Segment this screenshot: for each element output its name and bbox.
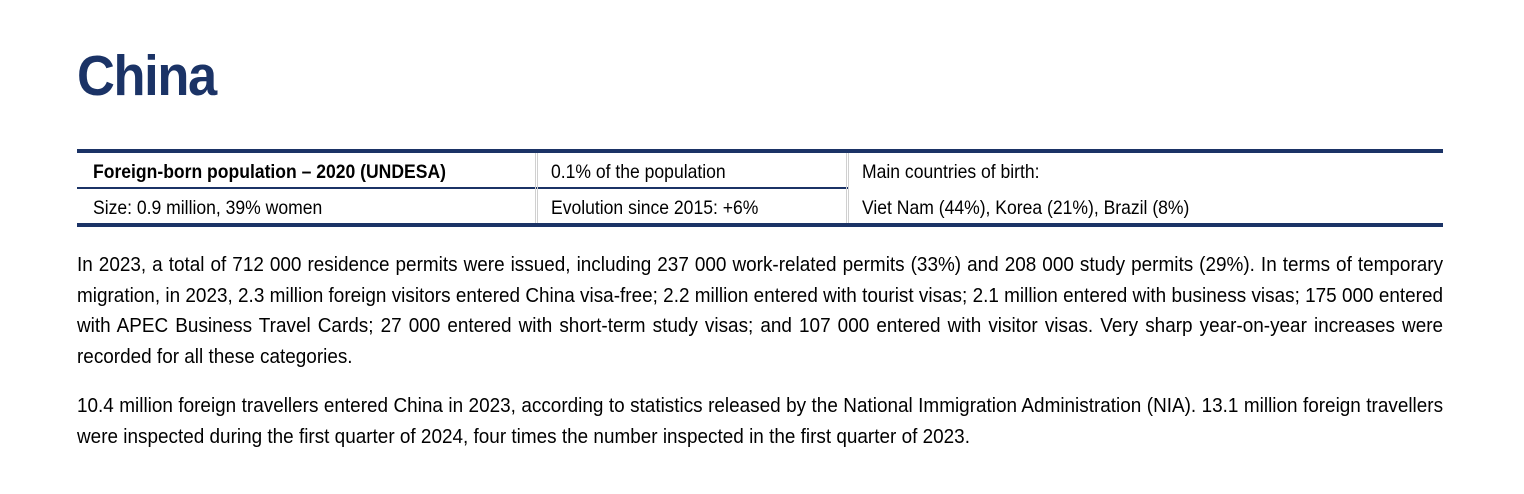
page-title: China: [77, 44, 216, 108]
table-cell-countries-list: Viet Nam (44%), Korea (21%), Brazil (8%): [862, 197, 1190, 219]
table-cell-size: Size: 0.9 million, 39% women: [93, 197, 323, 219]
table-column-share: [535, 153, 846, 223]
table-header-foreign-born: Foreign-born population – 2020 (UNDESA): [93, 161, 446, 183]
body-paragraph-travellers: [77, 391, 1443, 452]
table-cell-population-share: 0.1% of the population: [551, 161, 726, 183]
table-column-foreign-born: [77, 153, 535, 223]
table-column-countries: [846, 153, 1443, 223]
body-paragraph-permits: [77, 250, 1443, 372]
country-profile-table: [77, 149, 1443, 227]
table-cell-evolution: Evolution since 2015: +6%: [551, 197, 759, 219]
body-paragraph-permits-text: In 2023, a total of 712 000 residence permits were issued, including 237 000 work-related permits (33%) and 208 000 study permits (29%). In terms of temporary migration, in 2023, 2.3 million foreign visitors entered China visa-free; 2.2 million entered with tourist visas; 2.1 million entered with business visas; 175 000 entered with APEC Business Travel Cards; 27 000 entered with short-term study visas; and 107 000 entered with visitor visas. Very sharp year-on-year increases were recorded for all these categories.: [77, 253, 1444, 368]
body-paragraph-travellers-text: 10.4 million foreign travellers entered China in 2023, according to statistics released by the National Immigration Administration (NIA). 13.1 million foreign travellers were inspected during the first quarter of 2024, four times the number inspected in the first quarter of 2023.: [77, 394, 1444, 448]
table-cell-countries-label: Main countries of birth:: [862, 161, 1040, 183]
